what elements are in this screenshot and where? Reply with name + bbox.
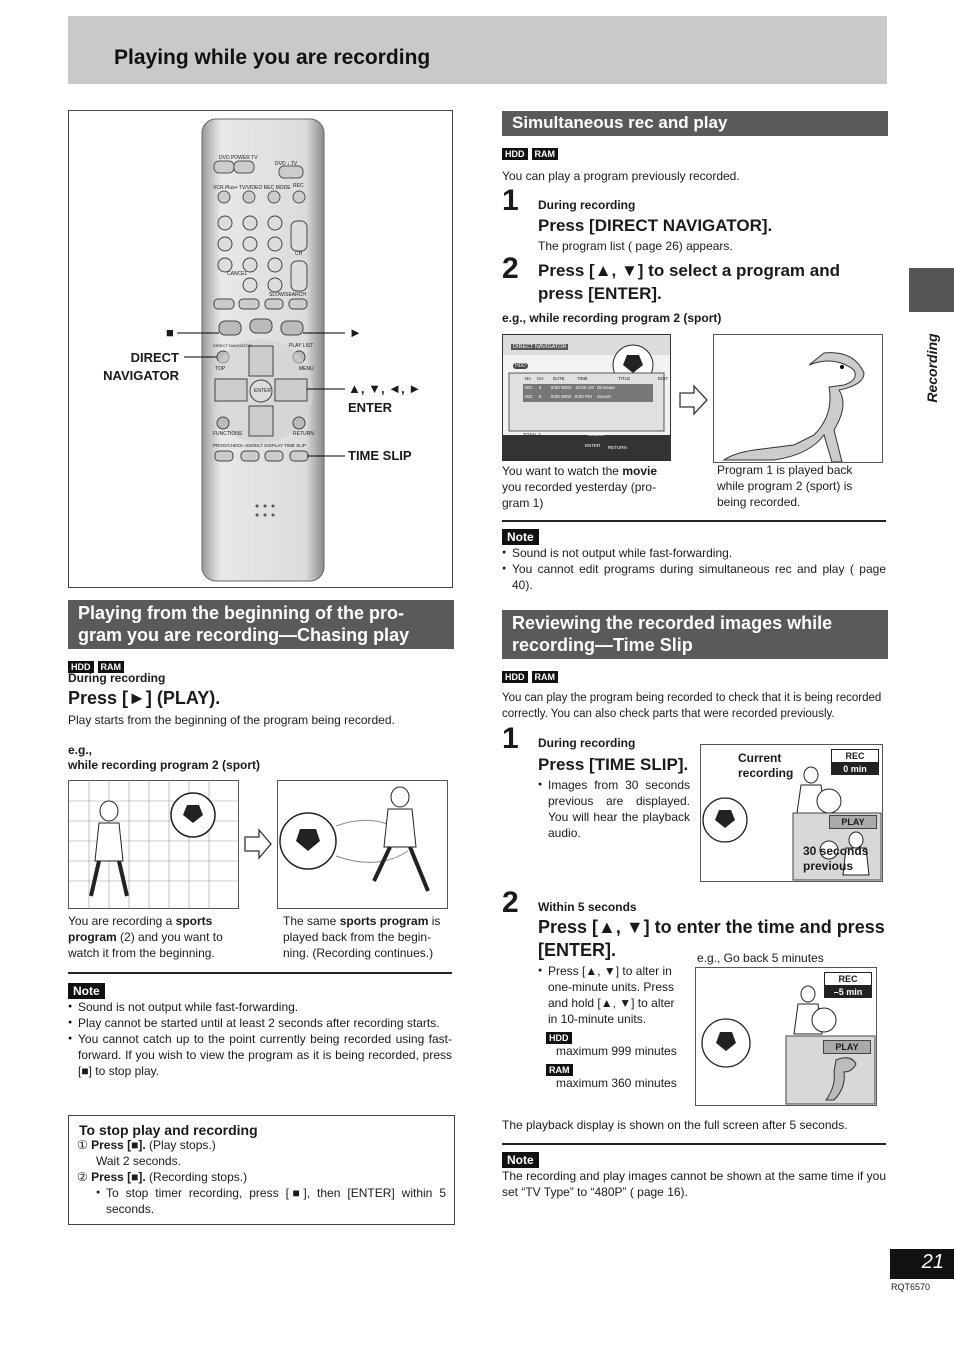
tag-hdd: HDD — [546, 1032, 572, 1044]
chase-caption-right — [283, 913, 453, 961]
remote-label-rec: REC — [293, 183, 304, 189]
step-text: (Recording stops.) — [145, 1170, 248, 1184]
simul-caption-left — [502, 463, 672, 511]
callout-stop: ■ — [166, 325, 174, 340]
callout-time-slip: TIME SLIP — [348, 448, 412, 463]
chase-press: Press [►] (PLAY). — [68, 688, 221, 708]
chase-desc: Play starts from the beginning of the program being recorded. — [68, 713, 395, 727]
caption-text: you recorded yesterday (pro-gram 1) — [502, 480, 657, 510]
cell: 10:00 AM — [575, 385, 595, 390]
timeslip-step2-bullet — [538, 963, 684, 1027]
arrow-right-icon — [678, 384, 710, 416]
doc-code: RQT6570 — [891, 1282, 931, 1292]
remote-label-dvd-power-tv: DVD POWER TV — [219, 155, 258, 161]
remote-label-bottom-row: PROG/CHECK ADD/DLT DISPLAY TIME SLIP — [213, 443, 306, 448]
tag-ram: RAM — [532, 148, 559, 160]
screen-select: SELECT — [588, 432, 606, 437]
timeslip-step2-press: Press [▲, ▼] to enter the time and press [ENTER]. — [538, 917, 885, 960]
remote-label-ch: CH — [295, 251, 303, 257]
chase-heading-line1: Playing from the beginning of the pro- — [78, 603, 404, 623]
rec-time-badge: –5 min — [824, 986, 872, 998]
timeslip-note: The recording and play images cannot be shown at the same time if you set “TV Type” to “480P” ( page 16). — [502, 1169, 886, 1199]
screen-total: TOTAL 2 — [523, 432, 541, 437]
remote-label-dvd-tv: DVD ↕ TV — [275, 161, 298, 167]
chase-heading — [68, 600, 454, 649]
simul-notes — [502, 545, 886, 593]
step-number: ① — [77, 1138, 88, 1152]
seconds-previous-label: 30 seconds previous — [803, 844, 869, 873]
tag-hdd: HDD — [502, 671, 528, 683]
col-title: TITLE — [618, 376, 631, 381]
hdd-max-text: maximum 999 minutes — [556, 1044, 677, 1058]
soccer-net-illustration — [69, 781, 238, 908]
note-item: ● Sound is not output while fast-forwarding. — [68, 999, 452, 1015]
simul-eg: e.g., while recording program 2 (sport) — [502, 311, 722, 325]
timeslip-step2-label: Within 5 seconds — [538, 900, 637, 914]
ram-max-text: maximum 360 minutes — [556, 1076, 677, 1090]
page-header — [68, 16, 887, 84]
caption-bold: sports program — [68, 914, 213, 944]
callout-arrows: ▲, ▼, ◄, ► — [348, 381, 422, 396]
arrow-right-icon — [243, 828, 273, 860]
play-badge: PLAY — [829, 815, 877, 829]
timeslip-heading-line1: Reviewing the recorded images while — [512, 613, 833, 633]
cell: 6/30 WED — [551, 385, 572, 390]
remote-label-cancel: CANCEL — [227, 271, 248, 277]
timeslip-step1-bullet — [538, 777, 690, 841]
note-item: ● You cannot catch up to the point currently being recorded using fast-forward. If you wish to view the program as it is being recorded, press [■] to stop play. — [68, 1031, 452, 1079]
note-item: ● Sound is not output while fast-forwarding. — [502, 545, 886, 561]
rec-badge: REC — [831, 749, 879, 763]
timeslip-image-1 — [700, 744, 883, 882]
chase-eg2: while recording program 2 (sport) — [68, 758, 261, 772]
caption-text: (2) and you want to watch it from the beginning. — [68, 930, 223, 960]
timeslip-heading-line2: recording—Time Slip — [512, 635, 693, 655]
step-number: ② — [77, 1170, 88, 1184]
chase-eg1: e.g., — [68, 743, 93, 757]
cell: Dinosaur — [597, 385, 616, 390]
page-number-box — [890, 1249, 954, 1279]
note-item: ● Images from 30 seconds previous are displayed. You will hear the playback audio. — [538, 777, 690, 841]
note-badge: Note — [502, 1152, 539, 1168]
simul-step1-label: During recording — [538, 198, 636, 212]
note-item: ● You cannot edit programs during simultaneous rec and play ( page 40). — [502, 561, 886, 593]
simul-step2-press: Press [▲, ▼] to select a program and press [ENTER]. — [538, 261, 840, 303]
soccer-kick-illustration — [278, 781, 447, 908]
timeslip-step2-number: 2 — [502, 886, 519, 919]
screen-hdd: HDD — [515, 363, 526, 369]
timeslip-tags — [502, 667, 562, 685]
page-title: Playing while you are recording — [114, 46, 431, 69]
caption-bold: movie — [622, 464, 657, 478]
timeslip-step1-press: Press [TIME SLIP]. — [538, 755, 689, 774]
stop-step1 — [77, 1137, 216, 1153]
simul-tags — [502, 144, 562, 162]
callout-play: ► — [349, 325, 362, 340]
rec-badge: REC — [824, 972, 872, 986]
remote-label-top: TOP — [215, 366, 226, 372]
note-badge: Note — [68, 983, 105, 999]
remote-label-enter-small: ENTER — [254, 388, 271, 394]
timeslip-step1-label: During recording — [538, 736, 636, 750]
cell: 4 — [539, 385, 542, 390]
dinosaur-image — [713, 334, 883, 463]
simul-step1-press: Press [DIRECT NAVIGATOR]. — [538, 216, 773, 235]
caption-bold: sports program — [339, 914, 429, 928]
caption-text: You want to watch the — [502, 464, 623, 478]
stop-bullet — [96, 1185, 446, 1217]
col-date: DATE — [553, 376, 565, 381]
stop-box-title: To stop play and recording — [79, 1122, 258, 1138]
cell: Soccer — [597, 394, 612, 399]
side-tab-label: Recording — [924, 333, 940, 403]
divider — [502, 520, 886, 522]
step-bold: Press [■]. — [91, 1170, 146, 1184]
chase-image-left — [68, 780, 239, 909]
col-ch: CH — [537, 376, 544, 381]
stop-step2 — [77, 1169, 247, 1185]
stop-play-box — [68, 1115, 455, 1225]
remote-figure — [68, 110, 453, 588]
step-bold: Press [■]. — [91, 1138, 146, 1152]
tag-ram: RAM — [532, 671, 559, 683]
timeslip-intro: You can play the program being recorded to check that it is being recorded correctly. You can also check parts that were recorded previously. — [502, 692, 882, 720]
remote-label-play-list: PLAY LIST — [289, 343, 314, 349]
note-item: ● To stop timer recording, press [■], then [ENTER] within 5 seconds. — [96, 1185, 446, 1217]
remote-label-direct-nav-small: DIRECT NAVIGATOR — [213, 343, 252, 348]
rec-time-badge: 0 min — [831, 763, 879, 775]
side-tab-block — [909, 268, 954, 312]
simul-heading: Simultaneous rec and play — [502, 111, 888, 136]
simul-caption-right: Program 1 is played back while program 2 (sport) is being recorded. — [717, 463, 853, 509]
simul-intro: You can play a program previously recorded. — [502, 169, 740, 183]
remote-label-slow-search: SLOW/SEARCH — [269, 292, 306, 298]
cell: 002 — [525, 394, 533, 399]
timeslip-eg: e.g., Go back 5 minutes — [697, 951, 824, 965]
chase-note-label — [68, 982, 105, 1000]
tag-hdd: HDD — [68, 661, 94, 673]
col-time: TIME — [577, 376, 588, 381]
col-edit: EDIT — [658, 376, 669, 381]
timeslip-step1-number: 1 — [502, 722, 519, 755]
simul-step2-number: 2 — [502, 252, 519, 285]
timeslip-footer: The playback display is shown on the full screen after 5 seconds. — [502, 1118, 848, 1132]
direct-navigator-screen — [502, 334, 671, 461]
divider — [502, 1143, 886, 1145]
tag-ram: RAM — [546, 1064, 573, 1076]
remote-label-menu: MENU — [299, 366, 314, 372]
tag-hdd: HDD — [502, 148, 528, 160]
caption-text: is played back from the begin-ning. (Recording continues.) — [283, 914, 441, 960]
chase-notes — [68, 999, 452, 1079]
timeslip-image-2 — [695, 967, 877, 1106]
note-item: ● Play cannot be started until at least 2 seconds after recording starts. — [68, 1015, 452, 1031]
caption-text: The same — [283, 914, 340, 928]
step-text: (Play stops.) — [145, 1138, 216, 1152]
cell: 6 — [539, 394, 542, 399]
dinosaur-illustration — [714, 335, 882, 462]
screen-title: DIRECT NAVIGATOR — [513, 344, 567, 350]
simul-step1-number: 1 — [502, 184, 519, 217]
chase-during: During recording — [68, 671, 166, 685]
chase-image-right — [277, 780, 448, 909]
timeslip-heading — [502, 610, 888, 659]
simul-note-label — [502, 528, 539, 546]
col-no: No — [525, 376, 531, 381]
divider — [68, 972, 452, 974]
cell: 001 — [525, 385, 533, 390]
remote-label-functions: FUNCTIONS — [213, 431, 243, 437]
caption-text: You are recording a — [68, 914, 176, 928]
remote-label-return: RETURN — [293, 431, 314, 437]
screen-enter: ENTER — [585, 443, 601, 448]
stop-wait: Wait 2 seconds. — [96, 1154, 181, 1168]
note-item: ● Press [▲, ▼] to alter in one-minute units. Press and hold [▲, ▼] to alter in 10-minute units. — [538, 963, 684, 1027]
callout-enter: ENTER — [348, 400, 393, 415]
tag-ram: RAM — [98, 661, 125, 673]
simul-step1-desc: The program list ( page 26) appears. — [538, 239, 733, 253]
chase-heading-line2: gram you are recording—Chasing play — [78, 625, 410, 645]
timeslip-note-label — [502, 1151, 539, 1169]
chase-caption-left — [68, 913, 238, 961]
cell: 6/30 WED — [551, 394, 572, 399]
callout-direct-navigator: DIRECT NAVIGATOR — [103, 350, 179, 383]
current-recording-label: Current recording — [738, 751, 794, 780]
screen-return: RETURN — [608, 445, 627, 450]
play-badge: PLAY — [823, 1040, 871, 1054]
cell: 8:00 PM — [575, 394, 592, 399]
page-number: 21 — [921, 1251, 944, 1273]
remote-label-row: VCR Plus+ TV/VIDEO REC MODE — [213, 185, 291, 191]
note-badge: Note — [502, 529, 539, 545]
